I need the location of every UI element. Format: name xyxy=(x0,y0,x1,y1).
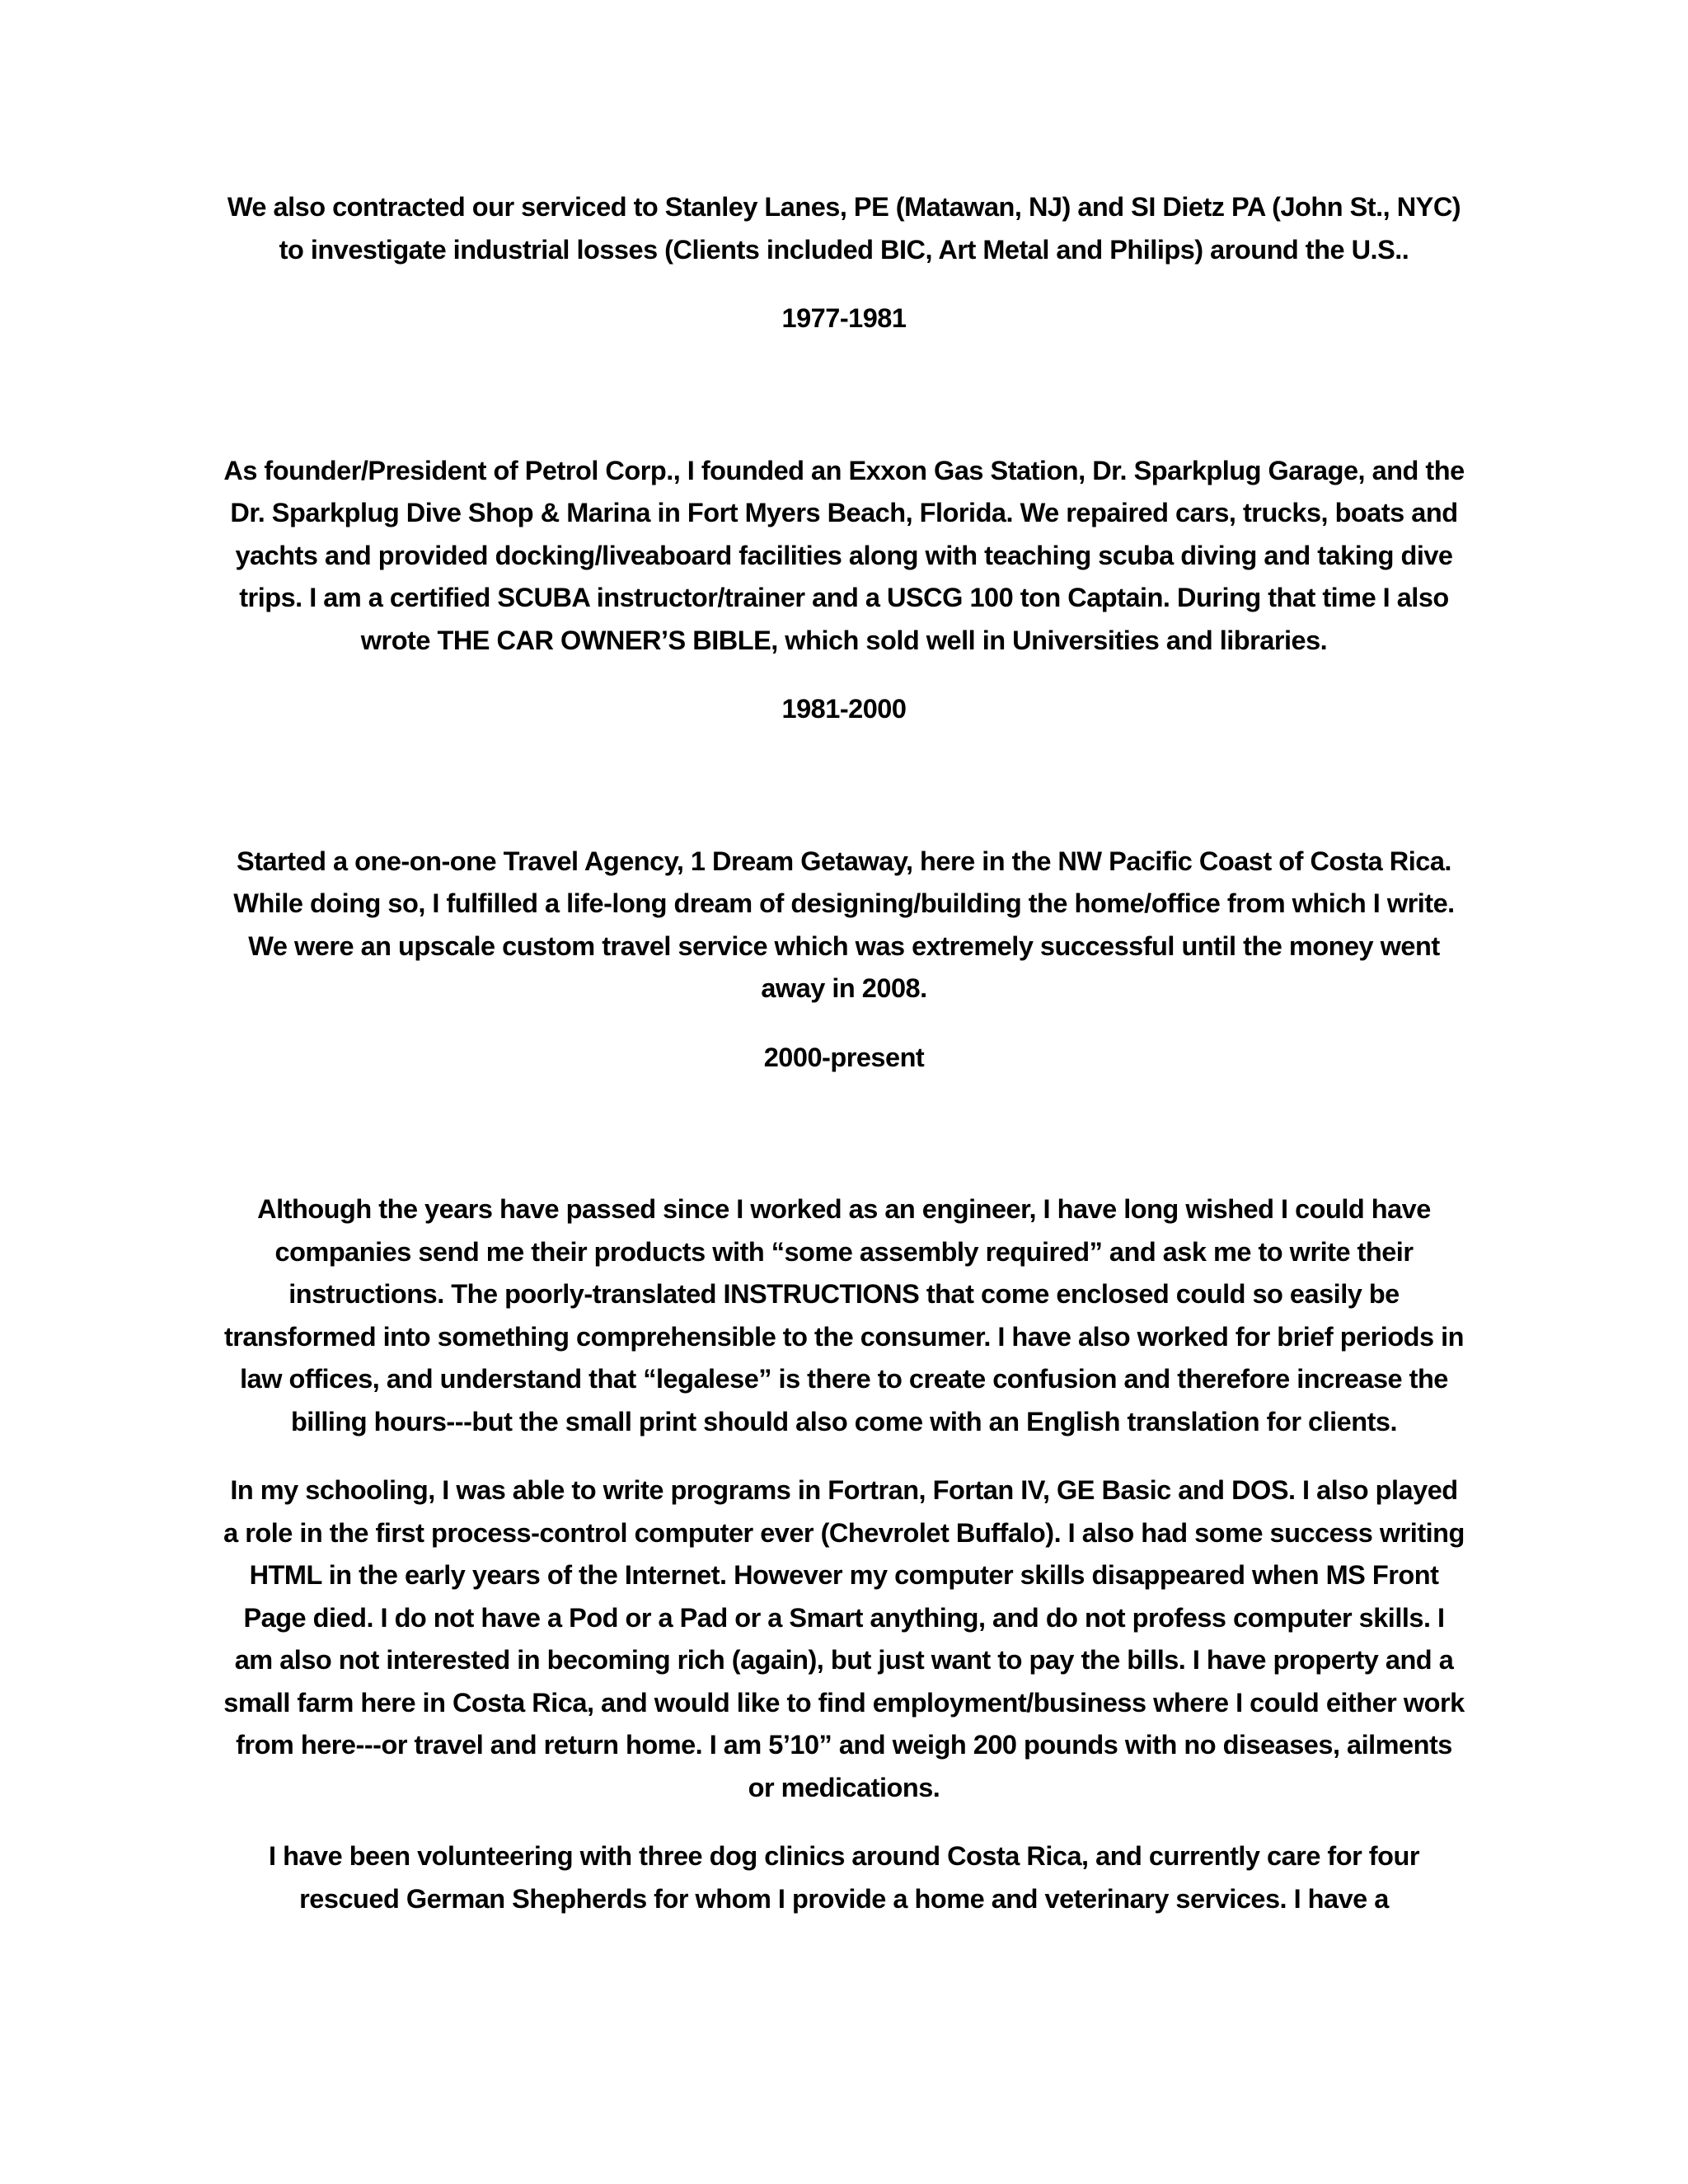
paragraph-contracted-services: We also contracted our serviced to Stanley Lanes, PE (Matawan, NJ) and SI Dietz PA (John St., NYC) to investigate industrial losses (Clients included BIC, Art Metal and Philips) around the U.S.. xyxy=(227,192,1461,265)
date-range-1977-1981: 1977-1981 xyxy=(781,303,907,333)
paragraph-schooling-computers: In my schooling, I was able to write programs in Fortran, Fortan IV, GE Basic and DOS. I also played a role in the first process-control computer ever (Chevrolet Buffalo). I also had some success writing HTML in the early years of the Internet. However my computer skills disappeared when MS Front Page died. I do not have a Pod or a Pad or a Smart anything, and do not profess computer skills. I am also not interested in becoming rich (again), but just want to pay the bills. I have property and a small farm here in Costa Rica, and would like to find employment/business where I could either work from here---or travel and return home. I am 5’10” and weigh 200 pounds with no diseases, ailments or medications. xyxy=(223,1475,1465,1802)
paragraph-dog-clinics: I have been volunteering with three dog clinics around Costa Rica, and currently care for four rescued German Shepherds for whom I provide a home and veterinary services. I have a xyxy=(269,1841,1419,1914)
date-range-1981-2000: 1981-2000 xyxy=(781,694,907,724)
paragraph-travel-agency: Started a one-on-one Travel Agency, 1 Dream Getaway, here in the NW Pacific Coast of Costa Rica. While doing so, I fulfilled a life-long dream of designing/building the home/office from which I write. We were an upscale custom travel service which was extremely successful until the money went away in 2008. xyxy=(233,846,1455,1003)
date-range-2000-present: 2000-present xyxy=(763,1042,925,1072)
document-page xyxy=(223,186,1465,1920)
paragraph-engineer-instructions: Although the years have passed since I worked as an engineer, I have long wished I could have companies send me their products with “some assembly required” and ask me to write their instructions. The poorly-translated INSTRUCTIONS that come enclosed could so easily be transformed into something comprehensible to the consumer. I have also worked for brief periods in law offices, and understand that “legalese” is there to create confusion and therefore increase the billing hours---but the small print should also come with an English translation for clients. xyxy=(223,1194,1465,1436)
paragraph-petrol-corp: As founder/President of Petrol Corp., I founded an Exxon Gas Station, Dr. Sparkplug Garage, and the Dr. Sparkplug Dive Shop & Marina in Fort Myers Beach, Florida. We repaired cars, trucks, boats and yachts and provided docking/liveaboard facilities along with teaching scuba diving and taking dive trips. I am a certified SCUBA instructor/trainer and a USCG 100 ton Captain. During that time I also wrote THE CAR OWNER’S BIBLE, which sold well in Universities and libraries. xyxy=(223,455,1465,655)
